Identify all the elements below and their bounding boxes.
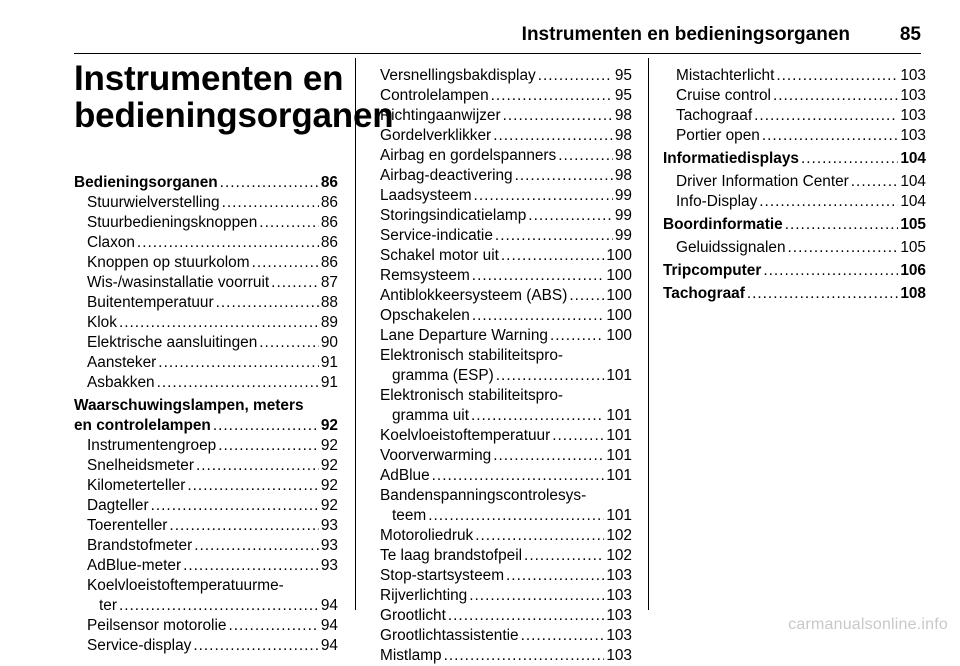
- toc-entry-title-line1: Elektronisch stabiliteitspro-: [380, 347, 564, 364]
- toc-entry-title: Opschakelen: [380, 307, 470, 324]
- toc-entry-page: 103: [606, 587, 632, 604]
- dot-leader: [448, 606, 604, 626]
- toc-entry-page: 86: [320, 214, 338, 231]
- toc-entry-title: Elektrische aansluitingen: [87, 334, 258, 351]
- toc-entry-title: Tachograaf: [663, 285, 745, 302]
- toc-entry-page: 104: [900, 193, 926, 210]
- dot-leader: [776, 66, 898, 86]
- toc-entry-page: 91: [320, 374, 338, 391]
- toc-entry-title: Stuurbedieningsknoppen: [87, 214, 258, 231]
- toc-entry[interactable]: [676, 106, 926, 126]
- toc-entry-title: Richtingaanwijzer: [380, 107, 501, 124]
- dot-leader: [493, 446, 604, 466]
- toc-entry-title: Mistlamp: [380, 647, 442, 664]
- toc-entry[interactable]: [87, 233, 338, 253]
- toc-entry-title: Service-indicatie: [380, 227, 493, 244]
- toc-entry-title: Remsysteem: [380, 267, 470, 284]
- toc-entry-title: Schakel motor uit: [380, 247, 499, 264]
- dot-leader: [495, 226, 613, 246]
- toc-entry-title: Informatiedisplays: [663, 150, 799, 167]
- toc-entry[interactable]: [380, 346, 632, 386]
- toc-entry-page: 102: [606, 527, 632, 544]
- dot-leader: [558, 146, 613, 166]
- toc-entry-title: Storingsindicatielamp: [380, 207, 527, 224]
- toc-entry-page: 100: [606, 327, 632, 344]
- toc-entry-page: 92: [320, 457, 338, 474]
- toc-entry-title-line1: Waarschuwingslampen, meters: [74, 397, 304, 414]
- toc-entry-title: Dagteller: [87, 497, 149, 514]
- dot-leader: [213, 416, 319, 436]
- toc-entry-page: 100: [606, 287, 632, 304]
- toc-section[interactable]: [663, 284, 926, 304]
- toc-entry-page: 99: [614, 227, 632, 244]
- toc-entry-title: ter: [99, 597, 117, 614]
- column-divider-2: [648, 58, 649, 610]
- toc-entry-page: 108: [900, 285, 926, 302]
- dot-leader: [569, 286, 604, 306]
- toc-entry-title: AdBlue-meter: [87, 557, 182, 574]
- dot-leader: [851, 172, 899, 192]
- toc-entry[interactable]: [380, 86, 632, 106]
- toc-entry[interactable]: [87, 353, 338, 373]
- dot-leader: [503, 106, 613, 126]
- toc-entry-page: 95: [614, 87, 632, 104]
- dot-leader: [471, 406, 604, 426]
- toc-entry-title: Driver Information Center: [676, 173, 849, 190]
- dot-leader: [196, 456, 319, 476]
- toc-entry-page: 103: [900, 107, 926, 124]
- dot-leader: [474, 186, 613, 206]
- toc-entry[interactable]: [380, 606, 632, 626]
- toc-entry[interactable]: [87, 576, 338, 616]
- toc-entry-title: Grootlichtassistentie: [380, 627, 519, 644]
- running-header-title: Instrumenten en bedieningsorganen: [521, 24, 850, 45]
- dot-leader: [444, 646, 605, 666]
- toc-section[interactable]: [663, 149, 926, 169]
- dot-leader: [475, 526, 604, 546]
- toc-entry-page: 103: [900, 127, 926, 144]
- dot-leader: [759, 192, 898, 212]
- toc-entry-page: 104: [900, 173, 926, 190]
- toc-entry[interactable]: [380, 486, 632, 526]
- toc-section[interactable]: [74, 173, 338, 193]
- toc-entry[interactable]: [380, 386, 632, 426]
- dot-leader: [472, 266, 605, 286]
- toc-entry-page: 99: [614, 207, 632, 224]
- dot-leader: [183, 556, 319, 576]
- toc-entry[interactable]: [676, 66, 926, 86]
- dot-leader: [259, 333, 319, 353]
- toc-entry-page: 98: [614, 167, 632, 184]
- toc-section[interactable]: [74, 396, 338, 436]
- dot-leader: [491, 86, 613, 106]
- toc-entry[interactable]: [380, 206, 632, 226]
- toc-entry-title: gramma (ESP): [392, 367, 494, 384]
- toc-entry-page: 98: [614, 147, 632, 164]
- toc-entry-title-line1: Bandenspanningscontrolesys-: [380, 487, 587, 504]
- toc-entry-title: Tachograaf: [676, 107, 753, 124]
- toc-entry-page: 101: [606, 427, 632, 444]
- dot-leader: [151, 496, 319, 516]
- dot-leader: [187, 476, 319, 496]
- toc-entry-page: 100: [606, 247, 632, 264]
- toc-entry-page: 93: [320, 517, 338, 534]
- toc-entry-page: 91: [320, 354, 338, 371]
- toc-entry-title: Boordinformatie: [663, 216, 783, 233]
- dot-leader: [538, 66, 613, 86]
- toc-entry-page: 102: [606, 547, 632, 564]
- dot-leader: [432, 466, 605, 486]
- toc-entry-page: 92: [320, 417, 338, 434]
- dot-leader: [506, 566, 604, 586]
- toc-entry-page: 98: [614, 107, 632, 124]
- toc-entry[interactable]: [380, 446, 632, 466]
- toc-entry-title: Grootlicht: [380, 607, 446, 624]
- toc-entry[interactable]: [380, 326, 632, 346]
- toc-entry[interactable]: [380, 246, 632, 266]
- dot-leader: [785, 215, 899, 235]
- toc-entry-title: AdBlue: [380, 467, 430, 484]
- toc-entry-title: Voorverwarming: [380, 447, 492, 464]
- toc-entry[interactable]: [676, 126, 926, 146]
- toc-entry[interactable]: [87, 436, 338, 456]
- dot-leader: [763, 261, 898, 281]
- toc-entry-page: 89: [320, 314, 338, 331]
- toc-entry-title: Stop-startsysteem: [380, 567, 505, 584]
- toc-entry[interactable]: [87, 536, 338, 556]
- dot-leader: [521, 626, 605, 646]
- toc-entry-title-line1: Elektronisch stabiliteitspro-: [380, 387, 564, 404]
- toc-entry-page: 101: [606, 367, 632, 384]
- toc-entry-title: Cruise control: [676, 87, 771, 104]
- toc-entry[interactable]: [380, 146, 632, 166]
- toc-entry[interactable]: [380, 286, 632, 306]
- dot-leader: [193, 636, 319, 656]
- toc-entry[interactable]: [380, 126, 632, 146]
- page-number: 85: [899, 24, 921, 45]
- toc-entry-title: Kilometerteller: [87, 477, 186, 494]
- toc-entry-title: Instrumentengroep: [87, 437, 217, 454]
- toc-entry-page: 101: [606, 467, 632, 484]
- toc-entry-title: Rijverlichting: [380, 587, 468, 604]
- toc-entry-title: Knoppen op stuurkolom: [87, 254, 250, 271]
- toc-entry-title: Portier open: [676, 127, 760, 144]
- toc-entry[interactable]: [380, 226, 632, 246]
- toc-entry-title: Peilsensor motorolie: [87, 617, 227, 634]
- toc-entry-page: 103: [606, 627, 632, 644]
- dot-leader: [228, 616, 318, 636]
- toc-entry-page: 104: [900, 150, 926, 167]
- dot-leader: [552, 426, 604, 446]
- toc-entry-page: 100: [606, 267, 632, 284]
- toc-entry-title: gramma uit: [392, 407, 469, 424]
- toc-entry-title: Laadsysteem: [380, 187, 472, 204]
- toc-entry-page: 99: [614, 187, 632, 204]
- watermark-logo: carmanualsonline.info: [788, 616, 948, 633]
- toc-entry[interactable]: [87, 313, 338, 333]
- toc-entry[interactable]: [87, 496, 338, 516]
- toc-entry-title: Antiblokkeersysteem (ABS): [380, 287, 568, 304]
- dot-leader: [515, 166, 613, 186]
- toc-entry-title: Geluidssignalen: [676, 239, 786, 256]
- toc-entry[interactable]: [87, 213, 338, 233]
- dot-leader: [169, 516, 318, 536]
- dot-leader: [528, 206, 613, 226]
- toc-entry-title: Koelvloeistoftemperatuur: [380, 427, 551, 444]
- toc-entry-page: 86: [320, 254, 338, 271]
- toc-entry-page: 94: [320, 597, 338, 614]
- toc-entry-title: Gordelverklikker: [380, 127, 492, 144]
- toc-entry[interactable]: [87, 273, 338, 293]
- toc-entry-title: Motoroliedruk: [380, 527, 474, 544]
- toc-entry-page: 103: [900, 87, 926, 104]
- toc-section[interactable]: [663, 215, 926, 235]
- toc-entry[interactable]: [380, 526, 632, 546]
- toc-entry-page: 95: [614, 67, 632, 84]
- toc-entry-title: Claxon: [87, 234, 135, 251]
- dot-leader: [119, 596, 319, 616]
- toc-entry-page: 92: [320, 477, 338, 494]
- toc-entry[interactable]: [87, 456, 338, 476]
- toc-entry[interactable]: [380, 646, 632, 666]
- header-rule: [74, 53, 921, 54]
- toc-entry[interactable]: [87, 333, 338, 353]
- toc-entry-page: 105: [900, 216, 926, 233]
- toc-entry[interactable]: [87, 373, 338, 393]
- toc-entry-title: Lane Departure Warning: [380, 327, 548, 344]
- chapter-title: Instrumenten en bedieningsorganen: [74, 59, 394, 135]
- toc-entry-page: 87: [320, 274, 338, 291]
- dot-leader: [754, 106, 898, 126]
- dot-leader: [220, 173, 319, 193]
- toc-entry-title: Stuurwielverstelling: [87, 194, 220, 211]
- dot-leader: [524, 546, 604, 566]
- toc-entry[interactable]: [87, 193, 338, 213]
- dot-leader: [157, 373, 319, 393]
- toc-entry-page: 103: [606, 607, 632, 624]
- toc-entry-title: Asbakken: [87, 374, 155, 391]
- toc-entry-page: 92: [320, 437, 338, 454]
- dot-leader: [469, 586, 604, 606]
- toc-entry-page: 101: [606, 407, 632, 424]
- toc-entry-page: 93: [320, 537, 338, 554]
- toc-entry-title: Versnellingsbakdisplay: [380, 67, 536, 84]
- toc-entry-page: 106: [900, 262, 926, 279]
- toc-entry-page: 93: [320, 557, 338, 574]
- toc-entry[interactable]: [380, 586, 632, 606]
- toc-entry[interactable]: [380, 426, 632, 446]
- toc-entry-page: 103: [606, 567, 632, 584]
- toc-entry[interactable]: [380, 106, 632, 126]
- toc-entry[interactable]: [676, 192, 926, 212]
- toc-section[interactable]: [663, 261, 926, 281]
- toc-entry[interactable]: [676, 172, 926, 192]
- toc-entry[interactable]: [380, 546, 632, 566]
- dot-leader: [216, 293, 319, 313]
- toc-entry[interactable]: [380, 266, 632, 286]
- toc-entry-page: 101: [606, 447, 632, 464]
- toc-entry-title: Airbag-deactivering: [380, 167, 513, 184]
- dot-leader: [119, 313, 319, 333]
- toc-entry-page: 86: [320, 234, 338, 251]
- toc-entry-title: Mistachterlicht: [676, 67, 775, 84]
- toc-entry-title: Brandstofmeter: [87, 537, 193, 554]
- dot-leader: [747, 284, 898, 304]
- toc-entry[interactable]: [87, 253, 338, 273]
- toc-entry[interactable]: [380, 626, 632, 646]
- toc-entry-title: Airbag en gordelspanners: [380, 147, 557, 164]
- dot-leader: [493, 126, 613, 146]
- toc-entry-title: Buitentemperatuur: [87, 294, 214, 311]
- toc-entry[interactable]: [380, 166, 632, 186]
- toc-entry[interactable]: [87, 293, 338, 313]
- toc-entry-page: 103: [606, 647, 632, 664]
- dot-leader: [194, 536, 319, 556]
- dot-leader: [501, 246, 604, 266]
- toc-entry-page: 86: [320, 174, 338, 191]
- dot-leader: [218, 436, 319, 456]
- toc-entry-title-line1: Koelvloeistoftemperatuurme-: [87, 577, 284, 594]
- toc-entry[interactable]: [380, 186, 632, 206]
- toc-entry-title: Controlelampen: [380, 87, 489, 104]
- dot-leader: [496, 366, 605, 386]
- toc-entry[interactable]: [87, 516, 338, 536]
- dot-leader: [158, 353, 319, 373]
- toc-entry[interactable]: [87, 636, 338, 656]
- dot-leader: [271, 273, 319, 293]
- toc-entry[interactable]: [380, 466, 632, 486]
- toc-entry[interactable]: [380, 566, 632, 586]
- toc-entry-page: 90: [320, 334, 338, 351]
- column-divider-1: [355, 58, 356, 610]
- toc-entry-title: Service-display: [87, 637, 192, 654]
- toc-entry[interactable]: [87, 616, 338, 636]
- toc-entry-title: Te laag brandstofpeil: [380, 547, 523, 564]
- dot-leader: [550, 326, 604, 346]
- dot-leader: [801, 149, 898, 169]
- toc-entry-page: 88: [320, 294, 338, 311]
- toc-entry-title: Toerenteller: [87, 517, 168, 534]
- toc-entry[interactable]: [87, 556, 338, 576]
- toc-entry-page: 94: [320, 637, 338, 654]
- toc-entry-title: teem: [392, 507, 427, 524]
- toc-entry-page: 105: [900, 239, 926, 256]
- toc-entry-page: 94: [320, 617, 338, 634]
- toc-entry-page: 86: [320, 194, 338, 211]
- toc-entry-title: Aansteker: [87, 354, 157, 371]
- dot-leader: [252, 253, 319, 273]
- dot-leader: [762, 126, 898, 146]
- dot-leader: [428, 506, 604, 526]
- dot-leader: [222, 193, 319, 213]
- toc-entry-title: Bedieningsorganen: [74, 174, 218, 191]
- toc-entry-page: 98: [614, 127, 632, 144]
- toc-entry-title: Wis-/wasinstallatie voorruit: [87, 274, 270, 291]
- dot-leader: [788, 238, 899, 258]
- toc-entry[interactable]: [676, 238, 926, 258]
- toc-entry[interactable]: [380, 66, 632, 86]
- toc-entry-title: en controlelampen: [74, 417, 211, 434]
- toc-entry[interactable]: [87, 476, 338, 496]
- toc-entry-title: Tripcomputer: [663, 262, 762, 279]
- dot-leader: [472, 306, 604, 326]
- toc-entry-title: Klok: [87, 314, 117, 331]
- toc-entry-title: Info-Display: [676, 193, 758, 210]
- dot-leader: [137, 233, 319, 253]
- dot-leader: [259, 213, 319, 233]
- toc-entry-page: 103: [900, 67, 926, 84]
- toc-entry-title: Snelheidsmeter: [87, 457, 194, 474]
- toc-entry-page: 92: [320, 497, 338, 514]
- toc-entry[interactable]: [676, 86, 926, 106]
- dot-leader: [773, 86, 898, 106]
- toc-entry-page: 101: [606, 507, 632, 524]
- toc-entry-page: 100: [606, 307, 632, 324]
- toc-entry[interactable]: [380, 306, 632, 326]
